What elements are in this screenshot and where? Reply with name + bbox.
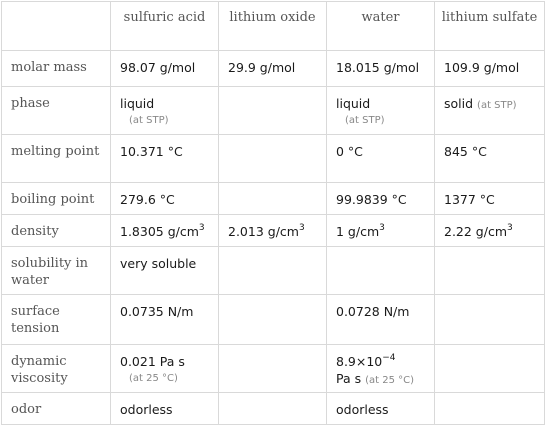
table-cell: 109.9 g/mol bbox=[435, 51, 545, 87]
table-row bbox=[2, 183, 545, 215]
cell-superscript: 3 bbox=[298, 222, 305, 233]
table-cell bbox=[219, 135, 327, 183]
table-cell bbox=[111, 215, 219, 247]
table-cell: 18.015 g/mol bbox=[327, 51, 435, 87]
table-row bbox=[2, 135, 545, 183]
table-row bbox=[2, 215, 545, 247]
cell-value: liquid bbox=[336, 96, 371, 111]
table-cell bbox=[111, 345, 219, 393]
row-label: odor bbox=[2, 393, 111, 425]
table-row bbox=[2, 247, 545, 295]
row-label: surface tension bbox=[2, 295, 111, 345]
cell-value: 0.021 Pa s bbox=[120, 354, 185, 369]
cell-note: (at STP) bbox=[345, 115, 385, 126]
table-cell: 1377 °C bbox=[435, 183, 545, 215]
table-cell bbox=[219, 393, 327, 425]
table-cell bbox=[219, 345, 327, 393]
cell-note: (at 25 °C) bbox=[129, 373, 178, 384]
table-cell bbox=[435, 87, 545, 135]
cell-note: (at STP) bbox=[129, 115, 169, 126]
table-cell bbox=[219, 247, 327, 295]
header-row bbox=[2, 2, 545, 51]
table-cell: 29.9 g/mol bbox=[219, 51, 327, 87]
table-row bbox=[2, 393, 545, 425]
cell-superscript: −4 bbox=[382, 352, 396, 363]
column-header: sulfuric acid bbox=[111, 2, 219, 51]
table-cell bbox=[219, 215, 327, 247]
table-cell bbox=[435, 393, 545, 425]
row-label: solubility in water bbox=[2, 247, 111, 295]
cell-note: (at 25 °C) bbox=[365, 375, 415, 386]
table-cell: 98.07 g/mol bbox=[111, 51, 219, 87]
table-cell bbox=[219, 295, 327, 345]
table-cell: odorless bbox=[111, 393, 219, 425]
table-cell bbox=[435, 215, 545, 247]
cell-value: solid bbox=[444, 96, 474, 111]
table-cell: odorless bbox=[327, 393, 435, 425]
table-cell bbox=[435, 345, 545, 393]
row-label: molar mass bbox=[2, 51, 111, 87]
table-row bbox=[2, 51, 545, 87]
header-corner bbox=[2, 2, 111, 51]
table-row bbox=[2, 345, 545, 393]
table-row bbox=[2, 295, 545, 345]
cell-value: 2.22 g/cm bbox=[444, 224, 508, 239]
table-cell bbox=[327, 247, 435, 295]
row-label: melting point bbox=[2, 135, 111, 183]
column-header: lithium oxide bbox=[219, 2, 327, 51]
table-cell bbox=[111, 87, 219, 135]
table-cell: 0.0728 N/m bbox=[327, 295, 435, 345]
table-cell: 845 °C bbox=[435, 135, 545, 183]
cell-superscript: 3 bbox=[198, 222, 205, 233]
properties-table bbox=[1, 1, 545, 425]
cell-value: 1 g/cm bbox=[336, 224, 380, 239]
row-label: dynamic viscosity bbox=[2, 345, 111, 393]
column-header: water bbox=[327, 2, 435, 51]
row-label: phase bbox=[2, 87, 111, 135]
row-label: boiling point bbox=[2, 183, 111, 215]
table-cell bbox=[219, 87, 327, 135]
table-cell: 0 °C bbox=[327, 135, 435, 183]
table-cell bbox=[327, 87, 435, 135]
cell-value-unit: Pa s bbox=[336, 371, 362, 386]
table-cell: 99.9839 °C bbox=[327, 183, 435, 215]
table-cell bbox=[219, 183, 327, 215]
table-cell bbox=[435, 295, 545, 345]
table-row bbox=[2, 87, 545, 135]
cell-superscript: 3 bbox=[507, 222, 513, 233]
column-header: lithium sulfate bbox=[435, 2, 545, 51]
cell-value: 8.9×10 bbox=[336, 354, 383, 369]
table-cell: 0.0735 N/m bbox=[111, 295, 219, 345]
cell-value: 2.013 g/cm bbox=[228, 224, 299, 239]
table-cell bbox=[435, 247, 545, 295]
table-cell bbox=[327, 345, 435, 393]
cell-superscript: 3 bbox=[379, 222, 385, 233]
cell-value: 1.8305 g/cm bbox=[120, 224, 199, 239]
cell-note: (at STP) bbox=[477, 100, 517, 111]
table-cell: very soluble bbox=[111, 247, 219, 295]
table-cell: 279.6 °C bbox=[111, 183, 219, 215]
table-cell bbox=[327, 215, 435, 247]
table-cell: 10.371 °C bbox=[111, 135, 219, 183]
row-label: density bbox=[2, 215, 111, 247]
cell-value: liquid bbox=[120, 96, 155, 111]
